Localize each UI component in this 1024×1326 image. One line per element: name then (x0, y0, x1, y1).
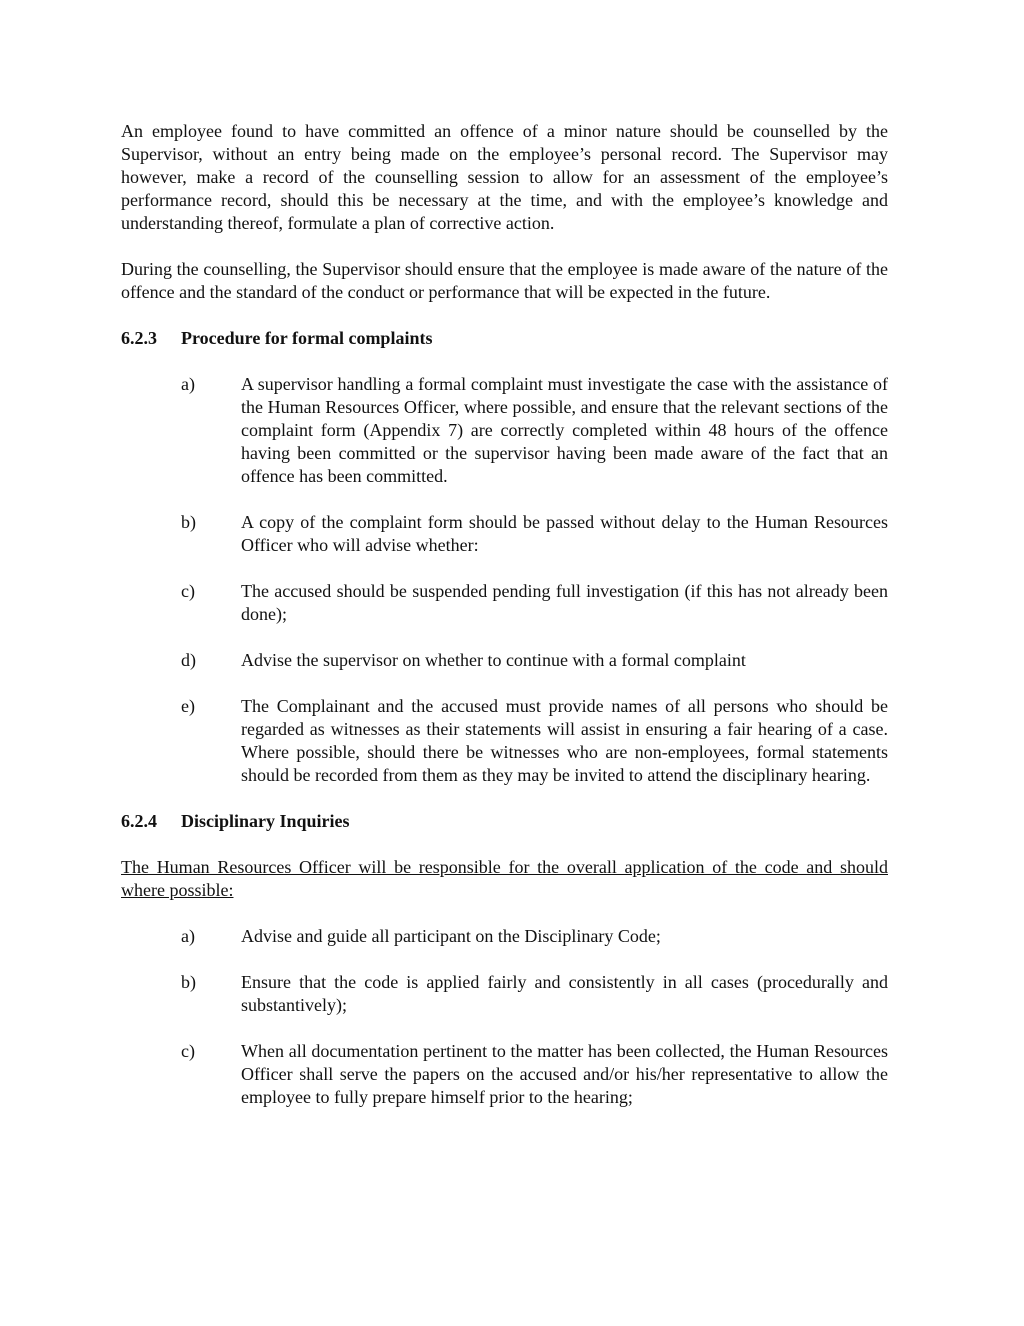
list-item-text: The Complainant and the accused must provide names of all persons who should be regarded as witnesses as their statements will assist in ensuring a fair hearing of a case. Where possible, should there be witnesses who are non-employees, formal statements should be recorded from them as they may be invited to attend the disciplinary hearing. (241, 696, 888, 785)
list-item-letter: b) (181, 512, 196, 532)
section-intro: The Human Resources Officer will be responsible for the overall application of the code and should where possible: (121, 857, 888, 900)
list-item-letter: d) (181, 650, 196, 670)
list-item-text: Advise and guide all participant on the Disciplinary Code; (241, 926, 661, 946)
document-page (121, 120, 888, 1132)
list-item (121, 971, 888, 1017)
list-item-text: The accused should be suspended pending full investigation (if this has not already been done); (241, 581, 888, 624)
section-title: Procedure for formal complaints (181, 328, 433, 348)
list-item-letter: c) (181, 581, 195, 601)
section-number: 6.2.3 (121, 328, 157, 348)
list-item-letter: e) (181, 696, 195, 716)
list-item (121, 649, 888, 672)
paragraph-counselling-awareness: During the counselling, the Supervisor should ensure that the employee is made aware of the nature of the offence and the standard of the conduct or performance that will be expected in the future. (121, 259, 888, 302)
paragraph-counselling: An employee found to have committed an offence of a minor nature should be counselled by the Supervisor, without an entry being made on the employee’s personal record. The Supervisor may however, make a record of the counselling session to allow for an assessment of the employee’s performance record, should this be necessary at the time, and with the employee’s knowledge and understanding thereof, formulate a plan of corrective action. (121, 121, 888, 233)
list-item-letter: b) (181, 972, 196, 992)
section-title: Disciplinary Inquiries (181, 811, 350, 831)
section-heading-623 (121, 327, 888, 350)
list-item-text: Ensure that the code is applied fairly and consistently in all cases (procedurally and substantively); (241, 972, 888, 1015)
list-item (121, 373, 888, 488)
section-heading-624 (121, 810, 888, 833)
list-item (121, 695, 888, 787)
list-item-letter: c) (181, 1041, 195, 1061)
list-item (121, 1040, 888, 1109)
list-item-text: Advise the supervisor on whether to continue with a formal complaint (241, 650, 746, 670)
section-number: 6.2.4 (121, 811, 157, 831)
list-item (121, 580, 888, 626)
list-item-letter: a) (181, 374, 195, 394)
list-item-text: A copy of the complaint form should be passed without delay to the Human Resources Officer who will advise whether: (241, 512, 888, 555)
list-item (121, 511, 888, 557)
list-item (121, 925, 888, 948)
list-item-letter: a) (181, 926, 195, 946)
list-item-text: A supervisor handling a formal complaint must investigate the case with the assistance of the Human Resources Officer, where possible, and ensure that the relevant sections of the complaint form (Appendix 7) are correctly completed within 48 hours of the offence having been committed or the supervisor having been made aware of the fact that an offence has been committed. (241, 374, 888, 486)
list-item-text: When all documentation pertinent to the matter has been collected, the Human Resources Officer shall serve the papers on the accused and/or his/her representative to allow the employee to fully prepare himself prior to the hearing; (241, 1041, 888, 1107)
